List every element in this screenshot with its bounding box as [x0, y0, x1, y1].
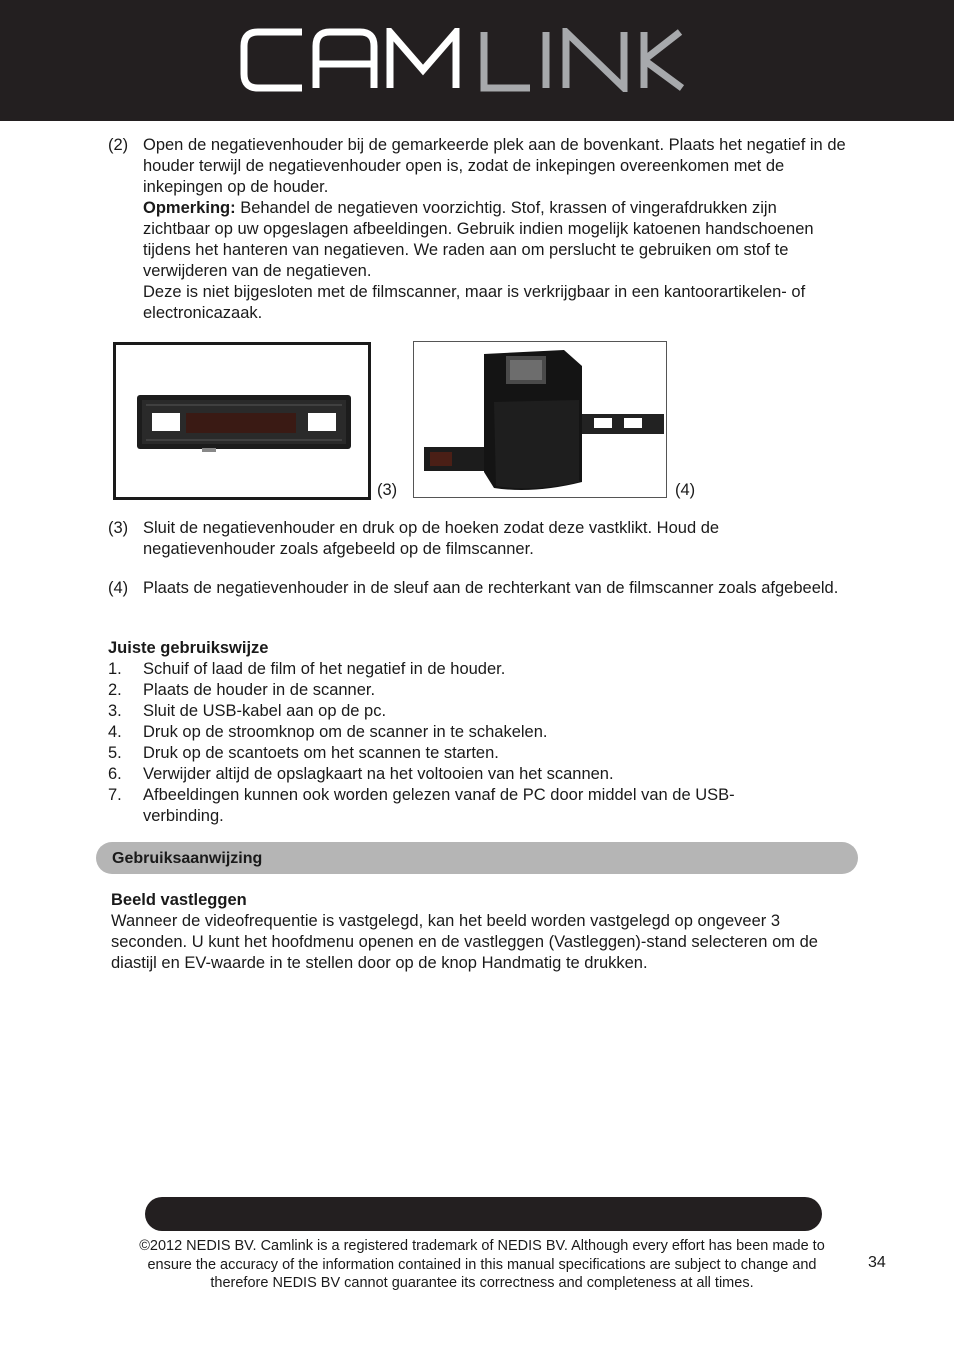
section-header-bar: [96, 842, 858, 874]
capture-section: [111, 890, 843, 974]
step-2: [108, 135, 848, 324]
capture-text: Wanneer de videofrequentie is vastgelegd, kan het beeld worden vastgelegd op ongeveer 3 seconden. U kunt het hoofdmenu openen en de vastleggen (Vastleggen)-stand selecteren om de diastijl en EV-waarde in te stellen door op de knop Handmatig te drukken.: [111, 912, 818, 972]
note: [143, 198, 848, 282]
list-item: 1. Schuif of laad de film of het negatief in de houder.: [108, 660, 506, 678]
camlink-logo: [240, 28, 720, 92]
section-title: Gebruiksaanwijzing: [112, 850, 263, 867]
figure-caption-3: (3): [377, 481, 398, 499]
list-item: 6. Verwijder altijd de opslagkaart na het voltooien van het scannen.: [108, 765, 614, 783]
step-number: (4): [108, 579, 129, 597]
page-number: 34: [868, 1254, 886, 1271]
step-text: Sluit de negatievenhouder en druk op de hoeken zodat deze vastklikt. Houd de negatievenhouder zoals afgebeeld op de filmscanner.: [143, 519, 720, 558]
list-item: 3. Sluit de USB-kabel aan op de pc.: [108, 702, 387, 720]
step-3: [108, 518, 848, 560]
list-item: 4. Druk op de stroomknop om de scanner in te schakelen.: [108, 723, 548, 741]
step-4: [108, 578, 848, 599]
note-label: Opmerking:: [143, 199, 236, 217]
footer-copyright: ©2012 NEDIS BV. Camlink is a registered trademark of NEDIS BV. Although every effort has been made to ensure the accuracy of the information contained in this manual specifications are subject to change and therefore NEDIS BV cannot guarantee its correctness and completeness at all times.: [139, 1238, 825, 1291]
usage-title: Juiste gebruikswijze: [108, 639, 269, 657]
footer-bar: [145, 1197, 822, 1231]
usage-section: [108, 638, 848, 827]
figure-caption-4: (4): [675, 481, 696, 499]
step-number: (3): [108, 519, 129, 537]
list-item: 5. Druk op de scantoets om het scannen te starten.: [108, 744, 499, 762]
step-number: (2): [108, 136, 129, 154]
capture-title: Beeld vastleggen: [111, 891, 247, 909]
list-item: 2. Plaats de houder in de scanner.: [108, 681, 376, 699]
step-text: Plaats de negatievenhouder in de sleuf aan de rechterkant van de filmscanner zoals afgebeeld.: [143, 579, 839, 597]
negative-holder-image: [113, 342, 371, 500]
step-text: Open de negatievenhouder bij de gemarkeerde plek aan de bovenkant. Plaats het negatief in de houder terwijl de negatievenhouder open is, zodat de inkepingen overeenkomen met de inkepingen op de houder.: [143, 136, 846, 196]
note-text: Behandel de negatieven voorzichtig. Stof, krassen of vingerafdrukken zijn zichtbaar op uw opgeslagen afbeeldingen. Gebruik indien mogelijk katoenen handschoenen tijdens het hanteren van negatieven. We raden aan om perslucht te gebruiken om stof te verwijderen van de negatieven.: [143, 199, 814, 280]
note-text-2: Deze is niet bijgesloten met de filmscanner, maar is verkrijgbaar in een kantoorartikelen- of electronicazaak.: [143, 283, 806, 322]
list-item: 7. Afbeeldingen kunnen ook worden gelezen vanaf de PC door middel van de USB-verbinding.: [108, 786, 735, 825]
page-header: [0, 0, 954, 121]
film-scanner-image: [413, 341, 667, 498]
